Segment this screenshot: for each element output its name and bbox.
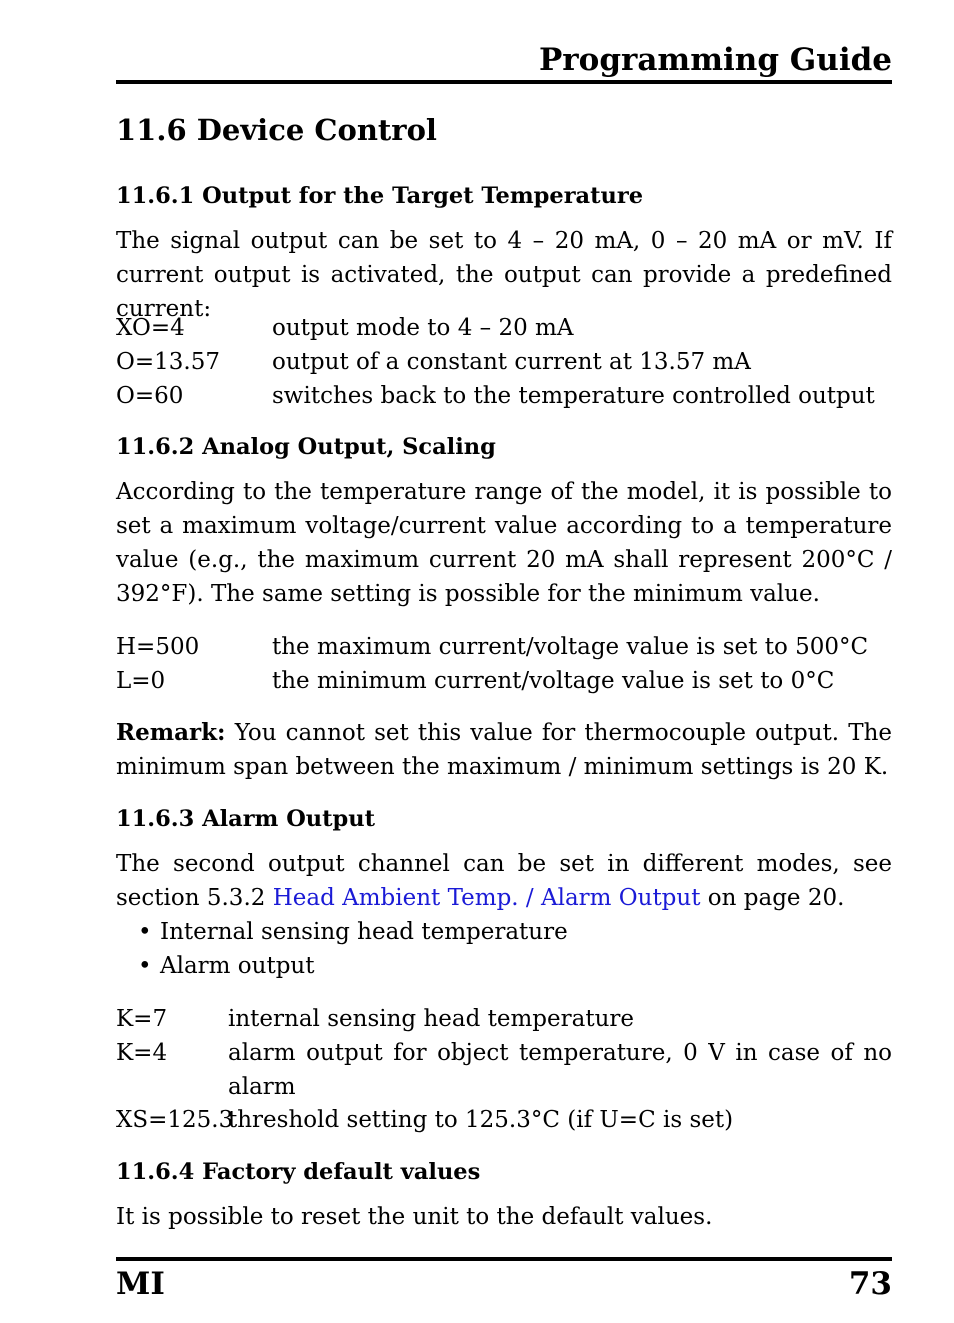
footer-rule (116, 1257, 892, 1261)
command-description: output mode to 4 – 20 mA (272, 315, 574, 341)
list-item (138, 915, 568, 949)
subsection-title-defaults: 11.6.4 Factory default values (116, 1159, 481, 1185)
bullet-icon: • (138, 919, 152, 945)
section-title: 11.6 Device Control (116, 113, 437, 147)
command-row (116, 1103, 892, 1137)
command-code: K=4 (116, 1040, 168, 1066)
remark-label: Remark: (116, 719, 226, 746)
list-item-text: Internal sensing head temperature (160, 919, 568, 945)
command-description: internal sensing head temperature (228, 1006, 634, 1032)
alarm-text-after: on page 20. (707, 885, 845, 911)
command-row (116, 345, 892, 379)
command-description: alarm output for object temperature, 0 V in case of no alarm (228, 1040, 892, 1100)
subsection-title-output: 11.6.1 Output for the Target Temperature (116, 183, 644, 209)
alarm-paragraph (116, 847, 892, 915)
defaults-paragraph: It is possible to reset the unit to the default values. (116, 1204, 713, 1230)
command-description: the minimum current/voltage value is set to 0°C (272, 668, 835, 694)
command-code: O=13.57 (116, 349, 220, 375)
remark-paragraph (116, 716, 892, 784)
alarm-text-before: The second output channel can be set in different modes, see section 5.3.2 (116, 851, 892, 911)
manual-page (116, 0, 892, 1323)
command-code: K=7 (116, 1006, 168, 1032)
subsection-title-alarm: 11.6.3 Alarm Output (116, 806, 376, 832)
list-item (138, 949, 314, 983)
command-row (116, 379, 892, 413)
footer-model: MI (116, 1266, 165, 1302)
command-row (116, 1002, 892, 1036)
command-row (116, 630, 892, 664)
command-code: H=500 (116, 634, 200, 660)
command-code: XS=125.3 (116, 1107, 234, 1133)
list-item-text: Alarm output (160, 953, 315, 979)
output-paragraph: The signal output can be set to 4 – 20 mA, 0 – 20 mA or mV. If current output is activated, the output can provide a predefined current: (116, 228, 892, 322)
command-row (116, 311, 892, 345)
command-description: output of a constant current at 13.57 mA (272, 349, 751, 375)
command-row (116, 1036, 892, 1104)
command-description: threshold setting to 125.3°C (if U=C is set) (228, 1107, 734, 1133)
command-description: the maximum current/voltage value is set to 500°C (272, 634, 869, 660)
remark-text: You cannot set this value for thermocouple output. The minimum span between the maximum / minimum settings is 20 K. (116, 720, 893, 780)
command-code: O=60 (116, 383, 184, 409)
command-row (116, 664, 892, 698)
command-code: XO=4 (116, 315, 185, 341)
scaling-paragraph: According to the temperature range of the model, it is possible to set a maximum voltage/current value according to a temperature value (e.g., the maximum current 20 mA shall represent 200°C / 392°F). The same setting is possible for the minimum value. (116, 479, 892, 607)
page-number: 73 (848, 1266, 892, 1302)
command-code: L=0 (116, 668, 166, 694)
command-description: switches back to the temperature controlled output (272, 383, 875, 409)
section-link[interactable]: Head Ambient Temp. / Alarm Output (272, 885, 701, 911)
header-title: Programming Guide (539, 42, 892, 78)
bullet-icon: • (138, 953, 152, 979)
header-rule (116, 80, 892, 84)
subsection-title-scaling: 11.6.2 Analog Output, Scaling (116, 434, 496, 460)
